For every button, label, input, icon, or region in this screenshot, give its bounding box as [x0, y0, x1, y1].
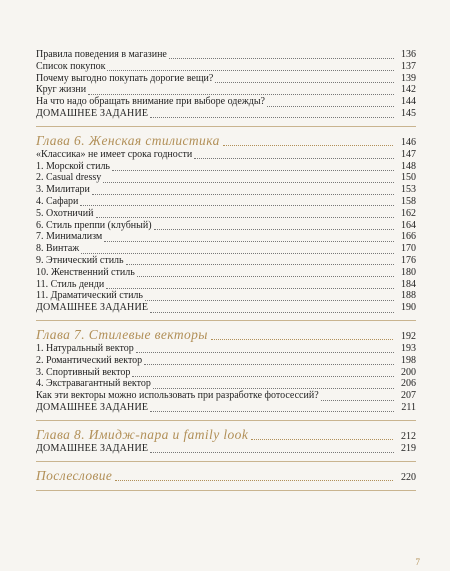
entry-page: 180 — [401, 266, 416, 278]
dot-leader — [169, 50, 394, 59]
entry-page: 166 — [401, 231, 416, 243]
toc-entry[interactable] — [36, 267, 416, 279]
entry-page: 136 — [401, 49, 416, 60]
dot-leader — [150, 109, 394, 118]
chapter-page: 192 — [401, 330, 416, 342]
entry-label: 11. Драматический стиль — [36, 290, 143, 302]
chapter-6-section — [36, 133, 416, 314]
dot-leader — [132, 368, 394, 377]
toc-entry[interactable] — [36, 61, 416, 73]
page-number: 7 — [415, 557, 420, 567]
toc-entry[interactable] — [36, 220, 416, 232]
dot-leader — [150, 444, 394, 453]
entry-label: ДОМАШНЕЕ ЗАДАНИЕ — [36, 302, 149, 314]
dot-leader — [104, 233, 394, 242]
entry-page: 137 — [401, 60, 416, 72]
chapter-title: Глава 6. Женская стилистика — [36, 132, 220, 148]
entry-page: 148 — [401, 160, 416, 172]
entry-label: ДОМАШНЕЕ ЗАДАНИЕ — [36, 401, 149, 413]
entry-page: 211 — [401, 401, 416, 413]
entry-label: 2. Casual dressy — [36, 172, 102, 184]
entry-page: 219 — [401, 442, 416, 454]
dot-leader — [211, 329, 393, 340]
intro-section — [36, 49, 416, 120]
chapter-page: 212 — [401, 430, 416, 442]
entry-label: ДОМАШНЕЕ ЗАДАНИЕ — [36, 107, 149, 119]
dot-leader — [154, 221, 394, 230]
entry-label: 3. Спортивный вектор — [36, 366, 131, 378]
entry-page: 164 — [401, 219, 416, 231]
chapter-page: 146 — [401, 136, 416, 148]
toc-entry[interactable] — [36, 367, 416, 379]
dot-leader — [107, 62, 394, 71]
toc-entry[interactable] — [36, 49, 416, 61]
toc-entry[interactable] — [36, 184, 416, 196]
dot-leader — [145, 292, 394, 301]
toc-entry[interactable] — [36, 208, 416, 220]
chapter-title: Глава 7. Стилевые векторы — [36, 326, 208, 342]
toc-entry[interactable] — [36, 161, 416, 173]
afterword-page: 220 — [401, 471, 416, 483]
toc-entry[interactable] — [36, 443, 416, 455]
entry-label: Правила поведения в магазине — [36, 49, 167, 60]
dot-leader — [80, 197, 394, 206]
chapter-title: Глава 8. Имидж-пара и family look — [36, 426, 249, 442]
toc-entry[interactable] — [36, 290, 416, 302]
entry-label: 1. Натуральный вектор — [36, 342, 134, 354]
entry-page: 147 — [401, 148, 416, 160]
entry-label: 1. Морской стиль — [36, 160, 110, 172]
toc-entry[interactable] — [36, 279, 416, 291]
entry-page: 198 — [401, 354, 416, 366]
dot-leader — [144, 356, 394, 365]
entry-page: 153 — [401, 184, 416, 196]
entry-label: Как эти векторы можно использовать при разработке фотосессий? — [36, 390, 319, 402]
toc-entry[interactable] — [36, 355, 416, 367]
entry-page: 170 — [401, 243, 416, 255]
entry-page: 144 — [401, 96, 416, 108]
dot-leader — [92, 186, 394, 195]
chapter-7-section — [36, 327, 416, 414]
toc-entry[interactable] — [36, 84, 416, 96]
chapter-8-section — [36, 427, 416, 455]
dot-leader — [112, 162, 394, 171]
section-divider — [36, 490, 416, 491]
toc-entry[interactable] — [36, 243, 416, 255]
entry-page: 188 — [401, 290, 416, 302]
entry-label: 8. Винтаж — [36, 243, 80, 255]
entry-page: 190 — [401, 302, 416, 314]
toc-entry[interactable] — [36, 378, 416, 390]
entry-label: Круг жизни — [36, 84, 87, 96]
chapter-heading[interactable] — [36, 327, 416, 343]
toc-entry[interactable] — [36, 231, 416, 243]
entry-label: 3. Милитари — [36, 184, 90, 196]
table-of-contents — [36, 49, 416, 491]
entry-page: 139 — [401, 72, 416, 84]
entry-label: Список покупок — [36, 60, 106, 72]
chapter-heading[interactable] — [36, 133, 416, 149]
toc-entry[interactable] — [36, 196, 416, 208]
dot-leader — [106, 280, 394, 289]
dot-leader — [150, 304, 394, 313]
dot-leader — [88, 86, 394, 95]
dot-leader — [215, 74, 394, 83]
dot-leader — [81, 245, 394, 254]
entry-label: На что надо обращать внимание при выборе одежды? — [36, 96, 265, 108]
entry-label: Почему выгодно покупать дорогие вещи? — [36, 72, 214, 84]
entry-page: 184 — [401, 278, 416, 290]
dot-leader — [150, 403, 394, 412]
toc-entry[interactable] — [36, 255, 416, 267]
entry-page: 162 — [401, 207, 416, 219]
entry-label: «Классика» не имеет срока годности — [36, 148, 193, 160]
dot-leader — [115, 470, 393, 481]
dot-leader — [136, 344, 394, 353]
afterword-heading[interactable] — [36, 468, 416, 484]
entry-label: ДОМАШНЕЕ ЗАДАНИЕ — [36, 442, 149, 454]
entry-page: 207 — [401, 390, 416, 402]
dot-leader — [251, 429, 393, 440]
toc-entry[interactable] — [36, 96, 416, 108]
dot-leader — [137, 268, 394, 277]
dot-leader — [126, 256, 394, 265]
toc-entry[interactable] — [36, 172, 416, 184]
entry-label: 9. Этнический стиль — [36, 254, 124, 266]
afterword-title: Послесловие — [36, 467, 113, 483]
entry-page: 142 — [401, 84, 416, 96]
entry-page: 145 — [401, 107, 416, 119]
entry-page: 176 — [401, 254, 416, 266]
entry-label: 4. Сафари — [36, 195, 79, 207]
entry-label: 5. Охотничий — [36, 207, 94, 219]
toc-entry[interactable] — [36, 108, 416, 120]
dot-leader — [223, 135, 393, 146]
dot-leader — [96, 209, 394, 218]
dot-leader — [194, 150, 394, 159]
entry-page: 206 — [401, 378, 416, 390]
entry-page: 193 — [401, 342, 416, 354]
entry-label: 11. Стиль денди — [36, 278, 105, 290]
toc-entry[interactable] — [36, 149, 416, 161]
dot-leader — [267, 98, 394, 107]
entry-page: 150 — [401, 172, 416, 184]
toc-entry[interactable] — [36, 402, 416, 414]
entry-label: 7. Минимализм — [36, 231, 103, 243]
entry-page: 200 — [401, 366, 416, 378]
toc-entry[interactable] — [36, 302, 416, 314]
toc-entry[interactable] — [36, 343, 416, 355]
entry-label: 2. Романтический вектор — [36, 354, 143, 366]
entry-page: 158 — [401, 195, 416, 207]
toc-entry[interactable] — [36, 390, 416, 402]
afterword-section — [36, 468, 416, 484]
toc-entry[interactable] — [36, 73, 416, 85]
entry-label: 10. Женственний стиль — [36, 266, 135, 278]
dot-leader — [103, 174, 394, 183]
entry-label: 4. Экстравагантный вектор — [36, 378, 151, 390]
dot-leader — [153, 380, 394, 389]
dot-leader — [321, 392, 394, 401]
chapter-heading[interactable] — [36, 427, 416, 443]
entry-label: 6. Стиль преппи (клубный) — [36, 219, 152, 231]
